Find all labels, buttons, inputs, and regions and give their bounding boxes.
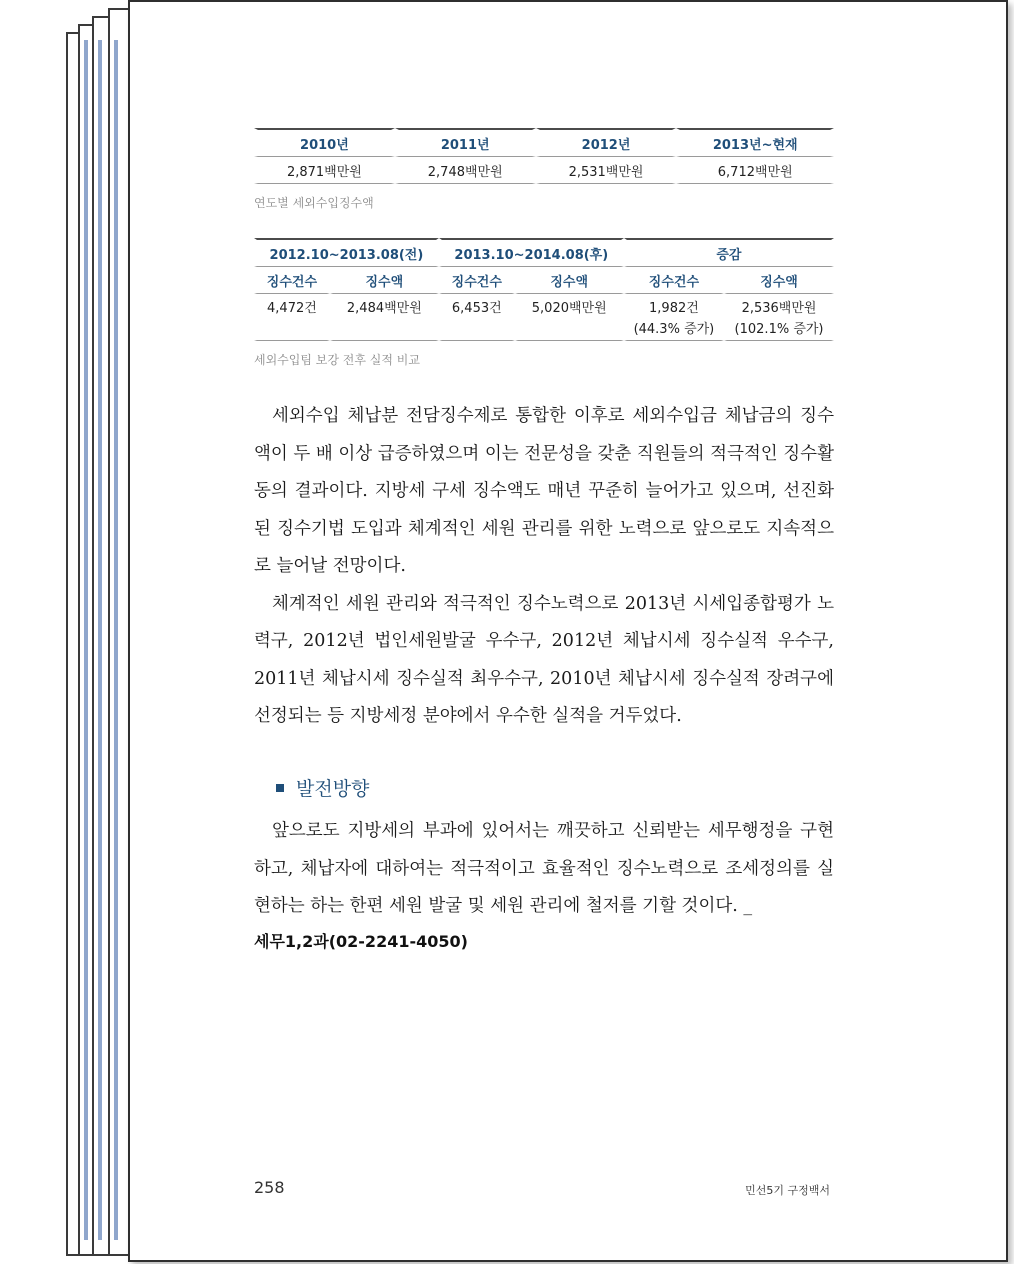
table-subheader: 징수건수 bbox=[439, 267, 515, 294]
page-edge-stripe bbox=[114, 40, 118, 1240]
square-bullet-icon bbox=[276, 784, 284, 792]
table-subheader-row bbox=[254, 267, 834, 294]
table-cell bbox=[254, 294, 330, 341]
table-subheader: 징수건수 bbox=[624, 267, 724, 294]
table-cell bbox=[624, 294, 724, 341]
table-subheader: 징수액 bbox=[515, 267, 624, 294]
before-after-comparison-table bbox=[254, 238, 834, 341]
department-contact: 세무1,2과(02-2241-4050) bbox=[254, 932, 468, 951]
page-number: 258 bbox=[254, 1178, 285, 1197]
table-caption: 세외수입팀 보강 전후 실적 비교 bbox=[254, 353, 420, 367]
cell-line: (44.3% 증가) bbox=[633, 322, 715, 337]
book-page bbox=[128, 0, 1008, 1262]
section-heading bbox=[276, 774, 369, 801]
annual-collection-table bbox=[254, 128, 834, 184]
table-cell bbox=[515, 294, 624, 341]
table-header-row bbox=[254, 128, 834, 157]
table-header-cell: 2011년 bbox=[395, 128, 536, 157]
table-subheader: 징수액 bbox=[330, 267, 439, 294]
table-header-cell: 2012년 bbox=[536, 128, 677, 157]
cell-line: 2,536백만원 bbox=[741, 301, 817, 316]
table-cell bbox=[439, 294, 515, 341]
table-cell: 2,531백만원 bbox=[536, 157, 677, 184]
cell-line: 4,472건 bbox=[267, 301, 317, 316]
body-text bbox=[254, 813, 834, 926]
cell-line: 1,982건 bbox=[649, 301, 699, 316]
table-cell: 2,748백만원 bbox=[395, 157, 536, 184]
cell-line: 5,020백만원 bbox=[531, 301, 607, 316]
table-cell bbox=[724, 294, 834, 341]
table-row bbox=[254, 294, 834, 341]
table-header-cell: 2010년 bbox=[254, 128, 395, 157]
table-group-header: 2012.10~2013.08(전) bbox=[254, 238, 439, 267]
table-group-header-row bbox=[254, 238, 834, 267]
cell-line: (102.1% 증가) bbox=[734, 322, 824, 337]
table-cell: 6,712백만원 bbox=[676, 157, 834, 184]
table-group-header: 2013.10~2014.08(후) bbox=[439, 238, 624, 267]
table-group-header: 증감 bbox=[624, 238, 834, 267]
cell-line: 2,484백만원 bbox=[346, 301, 422, 316]
table-cell bbox=[330, 294, 439, 341]
paragraph: 세외수입 체납분 전담징수제로 통합한 이후로 세외수입금 체납금의 징수액이 두 배 이상 급증하였으며 이는 전문성을 갖춘 직원들의 적극적인 징수활동의 결과이다. 지방세 구세 징수액도 매년 꾸준히 늘어가고 있으며, 선진화된 징수기법 도입과 체계적인 세원 관리를 위한 노력으로 앞으로도 지속적으로 늘어날 전망이다. bbox=[254, 406, 834, 576]
table-subheader: 징수액 bbox=[724, 267, 834, 294]
table-header-cell: 2013년~현재 bbox=[676, 128, 834, 157]
section-title: 발전방향 bbox=[296, 778, 370, 800]
body-text bbox=[254, 398, 834, 736]
page-edge-stripe bbox=[84, 40, 88, 1240]
paragraph: 앞으로도 지방세의 부과에 있어서는 깨끗하고 신뢰받는 세무행정을 구현하고, 체납자에 대하여는 적극적이고 효율적인 징수노력으로 조세정의를 실현하는 하는 한편 세원 발굴 및 세원 관리에 철저를 기할 것이다. _ bbox=[254, 821, 834, 916]
table-subheader: 징수건수 bbox=[254, 267, 330, 294]
table-cell: 2,871백만원 bbox=[254, 157, 395, 184]
running-footer-title: 민선5기 구정백서 bbox=[745, 1184, 830, 1197]
table-row bbox=[254, 157, 834, 184]
cell-line: 6,453건 bbox=[451, 301, 502, 316]
table-caption: 연도별 세외수입징수액 bbox=[254, 196, 374, 210]
paragraph: 체계적인 세원 관리와 적극적인 징수노력으로 2013년 시세입종합평가 노력구, 2012년 법인세원발굴 우수구, 2012년 체납시세 징수실적 우수구, 2011년 체납시세 징수실적 최우수구, 2010년 체납시세 징수실적 장려구에 선정되는 등 지방세정 분야에서 우수한 실적을 거두었다. bbox=[254, 593, 834, 726]
page-edge-stripe bbox=[98, 40, 102, 1240]
